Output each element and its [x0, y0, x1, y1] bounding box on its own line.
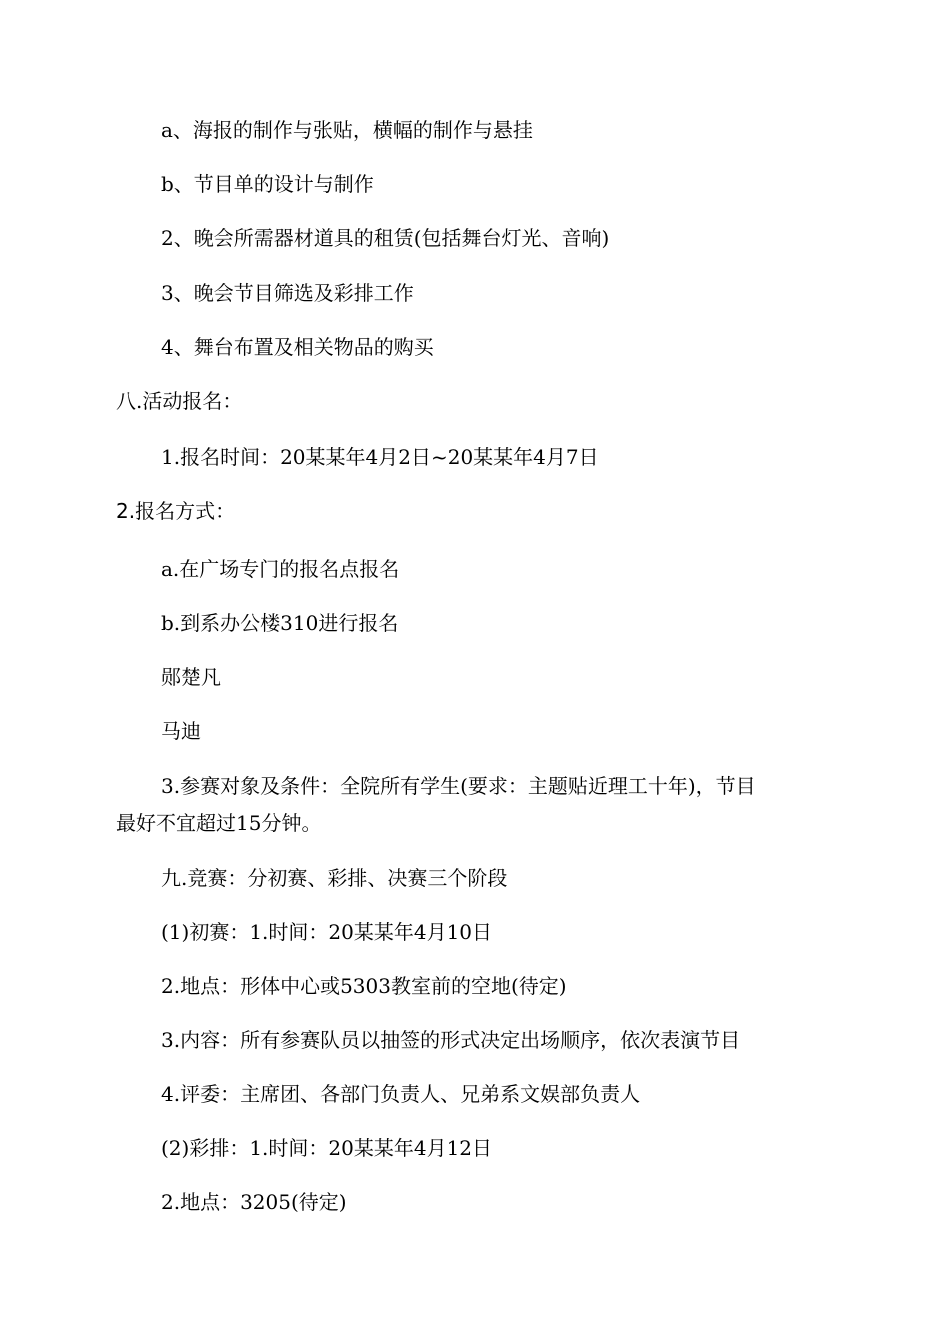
text-line-office-building: b.到系办公楼310进行报名 — [161, 611, 399, 635]
section-heading-registration: 八.活动报名： — [116, 389, 243, 413]
text-line-equipment-rental: 2、晚会所需器材道具的租赁(包括舞台灯光、音响) — [161, 226, 610, 250]
section-heading-competition: 九.竞赛：分初赛、彩排、决赛三个阶段 — [161, 866, 508, 890]
text-line-rehearsal-work: 3、晚会节目筛选及彩排工作 — [161, 281, 414, 305]
text-line-eligibility-cont: 最好不宜超过15分钟。 — [116, 811, 322, 835]
text-line-registration-time: 1.报名时间：20某某年4月2日~20某某年4月7日 — [161, 445, 599, 469]
text-line-preliminary-time: (1)初赛：1.时间：20某某年4月10日 — [161, 920, 493, 944]
text-line-rehearsal-time: (2)彩排：1.时间：20某某年4月12日 — [161, 1136, 493, 1160]
text-line-program-design: b、节目单的设计与制作 — [161, 172, 374, 196]
text-line-preliminary-location: 2.地点：形体中心或5303教室前的空地(待定) — [161, 974, 567, 998]
text-line-rehearsal-location: 2.地点：3205(待定) — [161, 1190, 347, 1214]
text-line-poster: a、海报的制作与张贴，横幅的制作与悬挂 — [161, 118, 533, 142]
text-line-stage-setup: 4、舞台布置及相关物品的购买 — [161, 335, 434, 359]
text-line-preliminary-content: 3.内容：所有参赛队员以抽签的形式决定出场顺序，依次表演节目 — [161, 1028, 741, 1052]
text-line-registration-method: 2.报名方式： — [116, 499, 236, 523]
text-line-name-2: 马迪 — [161, 719, 201, 743]
text-line-registration-point: a.在广场专门的报名点报名 — [161, 557, 400, 581]
text-line-eligibility: 3.参赛对象及条件：全院所有学生(要求：主题贴近理工十年)，节目 — [161, 774, 756, 798]
text-line-judges: 4.评委：主席团、各部门负责人、兄弟系文娱部负责人 — [161, 1082, 641, 1106]
text-line-name-1: 郧楚凡 — [161, 665, 221, 689]
